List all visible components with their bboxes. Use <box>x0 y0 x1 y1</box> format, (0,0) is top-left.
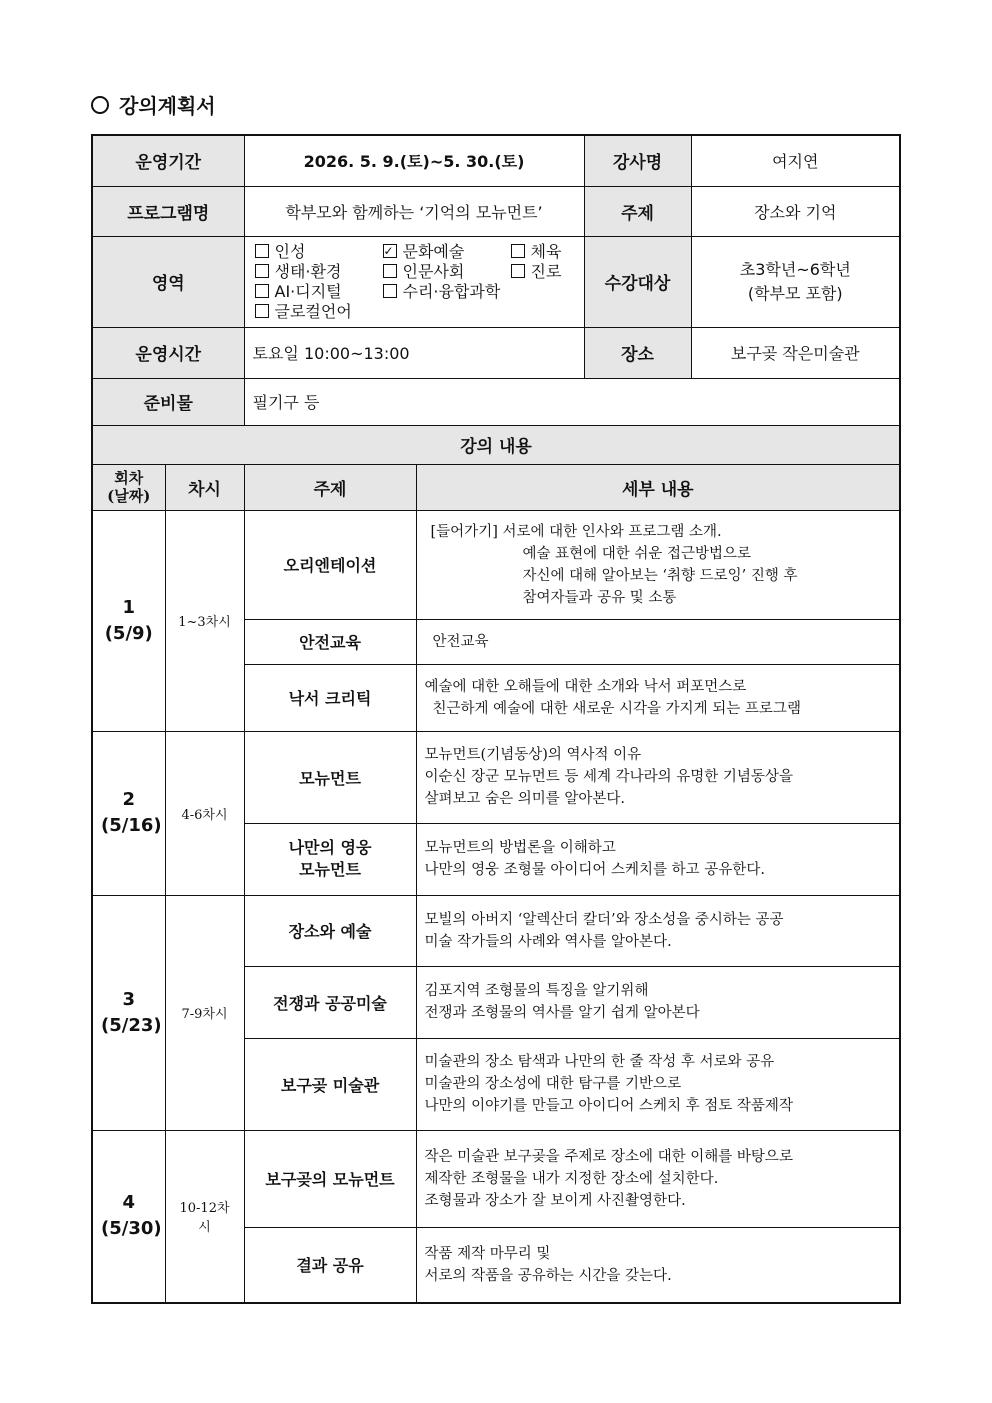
area-option[interactable]: 체육 <box>511 242 562 262</box>
row-detail: 모뉴먼트(기념동상)의 역사적 이유 이순신 장군 모뉴먼트 등 세계 각나라의 유명한 기념동상을 살펴보고 숨은 의미를 알아본다. <box>416 731 900 823</box>
row-topic: 보구곶의 모뉴먼트 <box>244 1130 416 1227</box>
materials-label: 준비물 <box>92 378 244 425</box>
materials-value: 필기구 등 <box>244 378 900 425</box>
col-detail: 세부 내용 <box>416 464 900 510</box>
row-detail: 모뉴먼트의 방법론을 이해하고 나만의 영웅 조형물 아이디어 스케치를 하고 공유한다. <box>416 823 900 895</box>
row-detail: 작품 제작 마무리 및 서로의 작품을 공유하는 시간을 갖는다. <box>416 1227 900 1303</box>
topic-label: 주제 <box>584 186 691 236</box>
checkbox-icon[interactable] <box>383 284 397 298</box>
row-detail: 작은 미술관 보구곶을 주제로 장소에 대한 이해를 바탕으로 제작한 조형물을 내가 지정한 장소에 설치한다. 조형물과 장소가 잘 보이게 사진촬영한다. <box>416 1130 900 1227</box>
session-number: 4 (5/30) <box>92 1130 165 1303</box>
checkbox-icon[interactable] <box>511 244 525 258</box>
row-detail: 예술에 대한 오해들에 대한 소개와 낙서 퍼포먼스로 친근하게 예술에 대한 새로운 시각을 가지게 되는 프로그램 <box>416 664 900 731</box>
place-value: 보구곶 작은미술관 <box>691 327 900 378</box>
area-option[interactable]: 수리·융합과학 <box>383 282 501 302</box>
row-detail: [들어가기] 서로에 대한 인사와 프로그램 소개. 예술 표현에 대한 쉬운 접근방법으로 자신에 대해 알아보는 ‘취향 드로잉’ 진행 후 참여자들과 공유 및 소통 <box>416 510 900 619</box>
area-option[interactable]: 생태·환경 <box>255 262 383 282</box>
area-option-checked[interactable]: ✓ 문화예술 <box>383 242 511 262</box>
program-value: 학부모와 함께하는 ‘기억의 모뉴먼트’ <box>244 186 584 236</box>
place-label: 장소 <box>584 327 691 378</box>
area-option[interactable]: 인성 <box>255 242 383 262</box>
row-topic: 나만의 영웅 모뉴먼트 <box>244 823 416 895</box>
instructor-label: 강사명 <box>584 135 691 186</box>
area-option[interactable]: 글로컬언어 <box>255 302 352 322</box>
row-topic: 안전교육 <box>244 619 416 664</box>
session-period: 10-12차시 <box>165 1130 244 1303</box>
checkbox-icon[interactable] <box>511 264 525 278</box>
session-number: 3 (5/23) <box>92 895 165 1130</box>
checked-checkbox-icon[interactable] <box>383 244 397 258</box>
title-text: 강의계획서 <box>119 94 216 118</box>
row-topic: 장소와 예술 <box>244 895 416 966</box>
session-period: 1~3차시 <box>165 510 244 731</box>
instructor-value: 여지연 <box>691 135 900 186</box>
col-topic: 주제 <box>244 464 416 510</box>
lecture-plan-table <box>91 134 901 1304</box>
target-value: 초3학년~6학년 (학부모 포함) <box>691 236 900 327</box>
row-detail: 김포지역 조형물의 특징을 알기위해 전쟁과 조형물의 역사를 알기 쉽게 알아본다 <box>416 966 900 1038</box>
session-period: 4-6차시 <box>165 731 244 895</box>
circle-bullet-icon <box>91 96 109 114</box>
checkbox-icon[interactable] <box>255 244 269 258</box>
session-number: 1 (5/9) <box>92 510 165 731</box>
area-option[interactable]: 인문사회 <box>383 262 511 282</box>
session-period: 7-9차시 <box>165 895 244 1130</box>
checkbox-icon[interactable] <box>255 304 269 318</box>
row-detail: 미술관의 장소 탐색과 나만의 한 줄 작성 후 서로와 공유 미술관의 장소성에 대한 탐구를 기반으로 나만의 이야기를 만들고 아이디어 스케치 후 점토 작품제작 <box>416 1038 900 1130</box>
page-title <box>91 90 216 119</box>
program-label: 프로그램명 <box>92 186 244 236</box>
row-detail: 안전교육 <box>416 619 900 664</box>
target-label: 수강대상 <box>584 236 691 327</box>
area-label: 영역 <box>92 236 244 327</box>
row-topic: 전쟁과 공공미술 <box>244 966 416 1038</box>
checkbox-icon[interactable] <box>255 264 269 278</box>
time-value: 토요일 10:00~13:00 <box>244 327 584 378</box>
row-detail: 모빌의 아버지 ‘알렉산더 칼더’와 장소성을 중시하는 공공 미술 작가들의 사례와 역사를 알아본다. <box>416 895 900 966</box>
checkbox-icon[interactable] <box>255 284 269 298</box>
checkbox-icon[interactable] <box>383 264 397 278</box>
col-session: 회차 (날짜) <box>92 464 165 510</box>
topic-value: 장소와 기억 <box>691 186 900 236</box>
time-label: 운영시간 <box>92 327 244 378</box>
col-period: 차시 <box>165 464 244 510</box>
period-value: 2026. 5. 9.(토)~5. 30.(토) <box>244 135 584 186</box>
area-option[interactable]: 진로 <box>511 262 562 282</box>
content-heading: 강의 내용 <box>92 425 900 464</box>
period-label: 운영기간 <box>92 135 244 186</box>
row-topic: 결과 공유 <box>244 1227 416 1303</box>
row-topic: 오리엔테이션 <box>244 510 416 619</box>
area-checklist <box>244 236 584 327</box>
area-option[interactable]: AI·디지털 <box>255 282 383 302</box>
session-number: 2 (5/16) <box>92 731 165 895</box>
row-topic: 보구곶 미술관 <box>244 1038 416 1130</box>
row-topic: 모뉴먼트 <box>244 731 416 823</box>
row-topic: 낙서 크리틱 <box>244 664 416 731</box>
